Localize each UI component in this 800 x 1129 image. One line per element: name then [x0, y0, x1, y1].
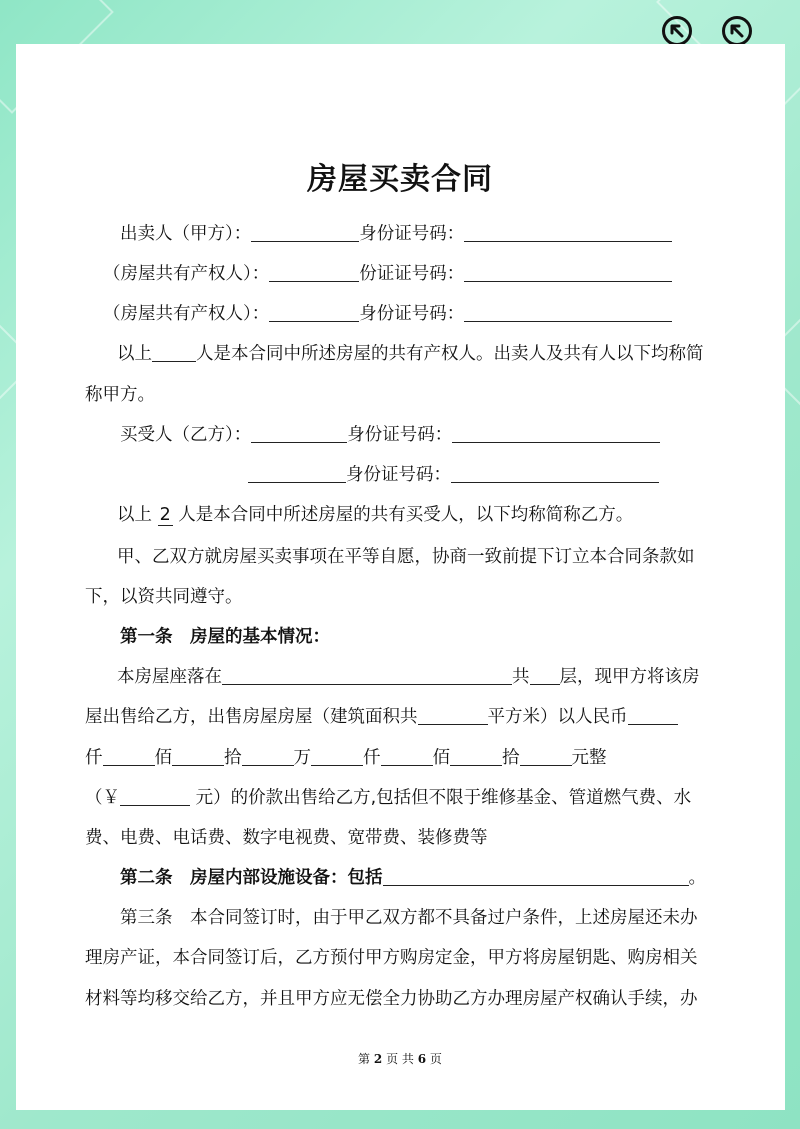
article-1-line-1	[117, 665, 700, 689]
seller-id-blank[interactable]	[464, 223, 672, 242]
paragraph-text: 人是本合同中所述房屋的共有买受人，以下均称简称乙方。	[178, 505, 634, 525]
coowners-paragraph-line-2: 称甲方。	[85, 385, 155, 405]
article-1-line-2	[85, 705, 678, 729]
paragraph-text: 本房屋座落在	[117, 667, 222, 687]
price-digit-blank[interactable]	[520, 747, 572, 766]
first-page-button[interactable]	[662, 16, 692, 46]
buyer-1-id-label: 身份证号码：	[347, 425, 453, 445]
coowner-label: （房屋共有产权人）：	[103, 264, 270, 284]
article-1-heading: 第一条 房屋的基本情况：	[120, 627, 330, 647]
double-chevron-up-left-icon	[668, 22, 686, 40]
paragraph-text: 层，现甲方将该房	[559, 667, 700, 687]
paragraph-text: 。	[688, 868, 706, 888]
paragraph-text: （￥	[85, 788, 120, 808]
buyer-2-id-blank[interactable]	[451, 464, 659, 483]
price-digit-blank[interactable]	[172, 747, 224, 766]
seller-id-label: 身份证号码：	[359, 224, 465, 244]
document-title: 房屋买卖合同	[307, 162, 493, 197]
article-3-line-1	[120, 906, 698, 930]
paragraph-text: 平方米）以人民币	[487, 707, 628, 727]
price-wan-qian-blank[interactable]	[628, 706, 678, 725]
area-blank[interactable]	[418, 706, 488, 725]
price-digit-blank[interactable]	[381, 747, 433, 766]
article-2-heading: 第二条 房屋内部设施设备：包括	[120, 868, 383, 888]
coowner-2-id-blank[interactable]	[464, 303, 672, 322]
page-footer	[0, 1050, 800, 1067]
facilities-blank[interactable]	[383, 867, 689, 886]
buyer-1-id-blank[interactable]	[452, 424, 660, 443]
buyers-paragraph	[117, 503, 633, 527]
paragraph-text: 以上	[117, 344, 152, 364]
price-numeric-blank[interactable]	[120, 787, 190, 806]
coowner-label: （房屋共有产权人）：	[103, 304, 270, 324]
paragraph-text: 屋出售给乙方，出售房屋房屋（建筑面积共	[85, 707, 418, 727]
paragraph-text: 第三条 本合同签订时，由于甲乙双方都不具备过户条件，上述房屋还未办	[120, 908, 698, 928]
chevron-up-left-icon	[728, 22, 746, 40]
paragraph-text: 元）的价款出售给乙方,包括但不限于维修基金、管道燃气费、水	[195, 788, 692, 808]
current-page-number: 2	[373, 1052, 383, 1066]
total-page-number: 6	[417, 1052, 427, 1066]
previous-page-button[interactable]	[722, 16, 752, 46]
article-3-line-3: 材料等均移交给乙方，并且甲方应无偿全力协助乙方办理房屋产权确认手续，办	[85, 989, 698, 1009]
buyer-line-2	[248, 463, 659, 487]
price-digit-blank[interactable]	[242, 747, 294, 766]
unit-label: 拾	[224, 748, 242, 768]
coowner-line-2	[103, 302, 672, 326]
unit-label: 拾	[502, 748, 520, 768]
coowner-count-blank[interactable]	[152, 343, 196, 362]
article-1-line-4	[85, 786, 691, 810]
article-1-line-5: 费、电费、电话费、数字电视费、宽带费、装修费等	[85, 828, 488, 848]
price-digit-blank[interactable]	[450, 747, 502, 766]
unit-label: 仟	[363, 748, 381, 768]
footer-text: 第	[358, 1052, 371, 1066]
unit-label: 仟	[85, 748, 103, 768]
coowner-2-id-label: 身份证号码：	[359, 304, 465, 324]
buyer-line-1	[120, 423, 660, 447]
unit-label: 元整	[571, 748, 607, 768]
article-1-line-3	[85, 746, 607, 770]
coowner-line-1	[103, 262, 672, 286]
agreement-paragraph-line-1: 甲、乙双方就房屋买卖事项在平等自愿，协商一致前提下订立本合同条款如	[117, 547, 695, 567]
unit-label: 佰	[154, 748, 172, 768]
coowner-1-id-blank[interactable]	[464, 263, 672, 282]
agreement-paragraph-line-2: 下，以资共同遵守。	[85, 587, 243, 607]
footer-text: 页	[429, 1052, 442, 1066]
unit-label: 佰	[432, 748, 450, 768]
seller-label: 出卖人（甲方）：	[120, 224, 252, 244]
price-digit-blank[interactable]	[311, 747, 363, 766]
buyer-1-name-blank[interactable]	[251, 424, 347, 443]
paragraph-text: 共	[512, 667, 530, 687]
floor-count-blank[interactable]	[530, 666, 560, 685]
buyer-2-name-blank[interactable]	[248, 464, 346, 483]
coowner-1-name-blank[interactable]	[269, 263, 359, 282]
coowners-paragraph-line-1	[117, 342, 704, 366]
coowner-2-name-blank[interactable]	[269, 303, 359, 322]
coowner-1-id-label: 份证证号码：	[359, 264, 465, 284]
paragraph-text: 以上	[117, 505, 152, 525]
paragraph-text: 人是本合同中所述房屋的共有产权人。出卖人及共有人以下均称简	[196, 344, 704, 364]
unit-label: 万	[293, 748, 311, 768]
buyer-count: 2	[159, 505, 171, 525]
buyer-2-id-label: 身份证号码：	[346, 465, 451, 485]
footer-text: 页 共	[386, 1052, 414, 1066]
seller-line	[120, 222, 672, 246]
buyer-label: 买受人（乙方）：	[120, 425, 252, 445]
article-2-line	[120, 866, 706, 890]
article-3-line-2: 理房产证，本合同签订后，乙方预付甲方购房定金，甲方将房屋钥匙、购房相关	[85, 948, 698, 968]
price-digit-blank[interactable]	[103, 747, 155, 766]
seller-name-blank[interactable]	[251, 223, 359, 242]
property-location-blank[interactable]	[222, 666, 512, 685]
